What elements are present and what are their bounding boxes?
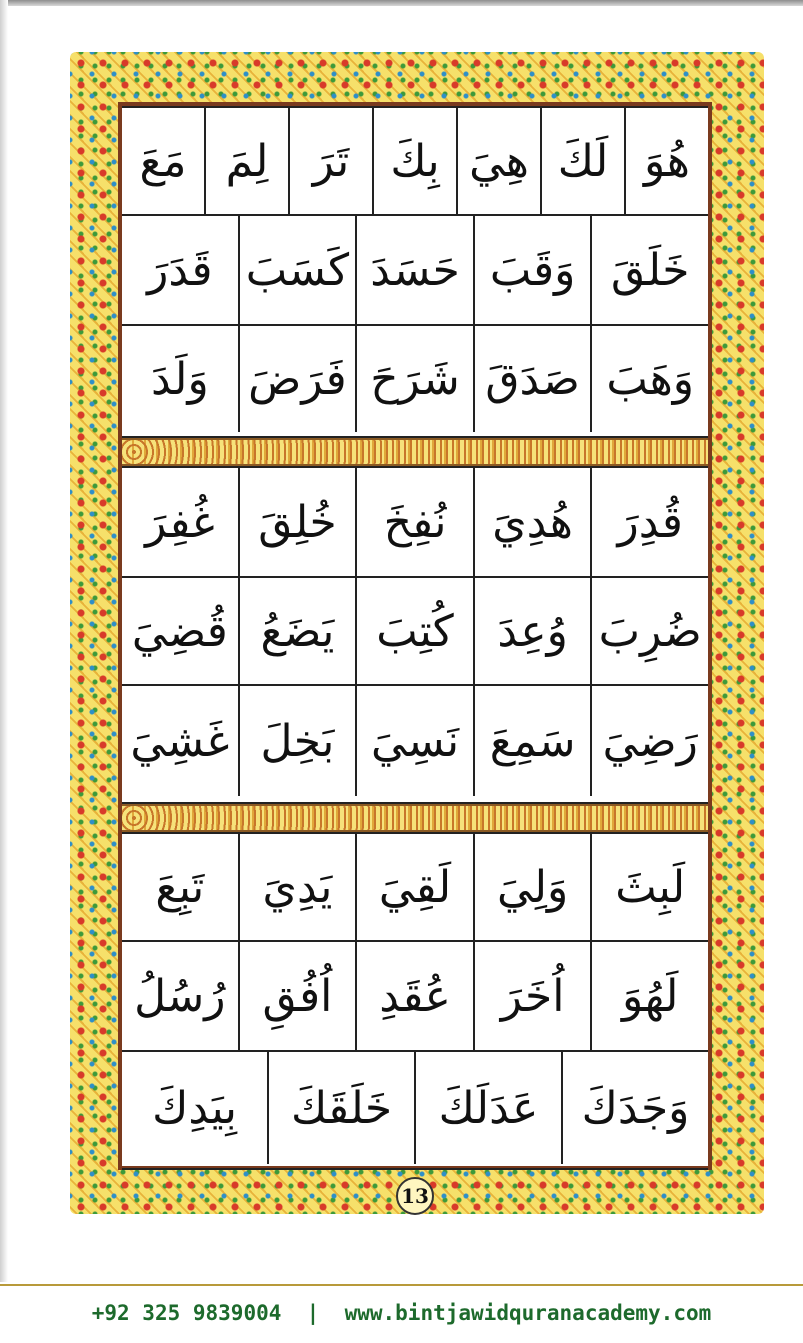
page-top-edge — [0, 0, 803, 6]
word-cell: بِيَدِكَ — [152, 1082, 237, 1134]
word-cell: نُفِخَ — [355, 468, 473, 576]
word-cell: حَسَدَ — [355, 216, 473, 324]
word-row — [122, 1052, 708, 1164]
word-cell: فَرَضَ — [238, 326, 356, 432]
lesson-section-2 — [122, 466, 708, 804]
word-cell: وَلَدَ — [150, 353, 209, 405]
word-cell: كُتِبَ — [355, 578, 473, 684]
word-cell: وَهَبَ — [590, 326, 708, 432]
word-row — [122, 108, 708, 216]
word-row — [122, 578, 708, 686]
word-cell: كَسَبَ — [238, 216, 356, 324]
word-row — [122, 326, 708, 432]
word-cell: غُفِرَ — [145, 496, 215, 548]
word-cell: وَلِيَ — [473, 834, 591, 940]
word-cell: نَسِيَ — [355, 686, 473, 796]
word-row — [122, 468, 708, 578]
word-cell: سَمِعَ — [473, 686, 591, 796]
word-cell: بَخِلَ — [238, 686, 356, 796]
word-cell: عَدَلَكَ — [414, 1052, 561, 1164]
word-row — [122, 834, 708, 942]
page-left-edge — [0, 0, 8, 1282]
word-cell: مَعَ — [139, 135, 187, 187]
word-cell: تَرَ — [288, 108, 372, 214]
word-cell: ضُرِبَ — [590, 578, 708, 684]
word-cell: شَرَحَ — [355, 326, 473, 432]
word-cell: وَجَدَكَ — [561, 1052, 708, 1164]
word-cell: لِمَ — [204, 108, 288, 214]
word-cell: هُدِيَ — [473, 468, 591, 576]
word-cell: وَقَبَ — [473, 216, 591, 324]
word-row — [122, 686, 708, 796]
word-cell: هُوَ — [624, 108, 708, 214]
word-cell: يَضَعُ — [238, 578, 356, 684]
lesson-content — [122, 106, 708, 1166]
word-row — [122, 942, 708, 1052]
word-cell: لَكَ — [540, 108, 624, 214]
word-cell: لَقِيَ — [355, 834, 473, 940]
word-cell: لَبِثَ — [590, 834, 708, 940]
word-cell: خَلَقَ — [590, 216, 708, 324]
word-cell: يَدِيَ — [238, 834, 356, 940]
word-cell: اُخَرَ — [473, 942, 591, 1050]
word-cell: بِكَ — [372, 108, 456, 214]
footer-contact[interactable]: +92 325 9839004 | www.bintjawidquranacademy.com — [91, 1301, 712, 1325]
word-cell: خُلِقَ — [238, 468, 356, 576]
word-cell: وُعِدَ — [473, 578, 591, 684]
word-cell: تَبِعَ — [155, 861, 205, 913]
word-cell: قُدِرَ — [590, 468, 708, 576]
ornamental-separator — [122, 804, 708, 832]
word-cell: اُفُقِ — [238, 942, 356, 1050]
word-cell: هِيَ — [456, 108, 540, 214]
ornamental-separator — [122, 438, 708, 466]
footer-divider — [0, 1284, 803, 1286]
word-cell: رُسُلُ — [134, 970, 226, 1022]
word-cell: صَدَقَ — [473, 326, 591, 432]
word-cell: غَشِيَ — [130, 715, 230, 767]
lesson-section-1 — [122, 106, 708, 438]
word-cell: قَدَرَ — [147, 244, 213, 296]
word-row — [122, 216, 708, 326]
word-cell: عُقَدِ — [355, 942, 473, 1050]
word-cell: رَضِيَ — [590, 686, 708, 796]
lesson-section-3 — [122, 832, 708, 1170]
word-cell: لَهُوَ — [590, 942, 708, 1050]
word-cell: خَلَقَكَ — [267, 1052, 414, 1164]
word-cell: قُضِيَ — [131, 605, 228, 657]
page-number: 13 — [396, 1177, 434, 1215]
